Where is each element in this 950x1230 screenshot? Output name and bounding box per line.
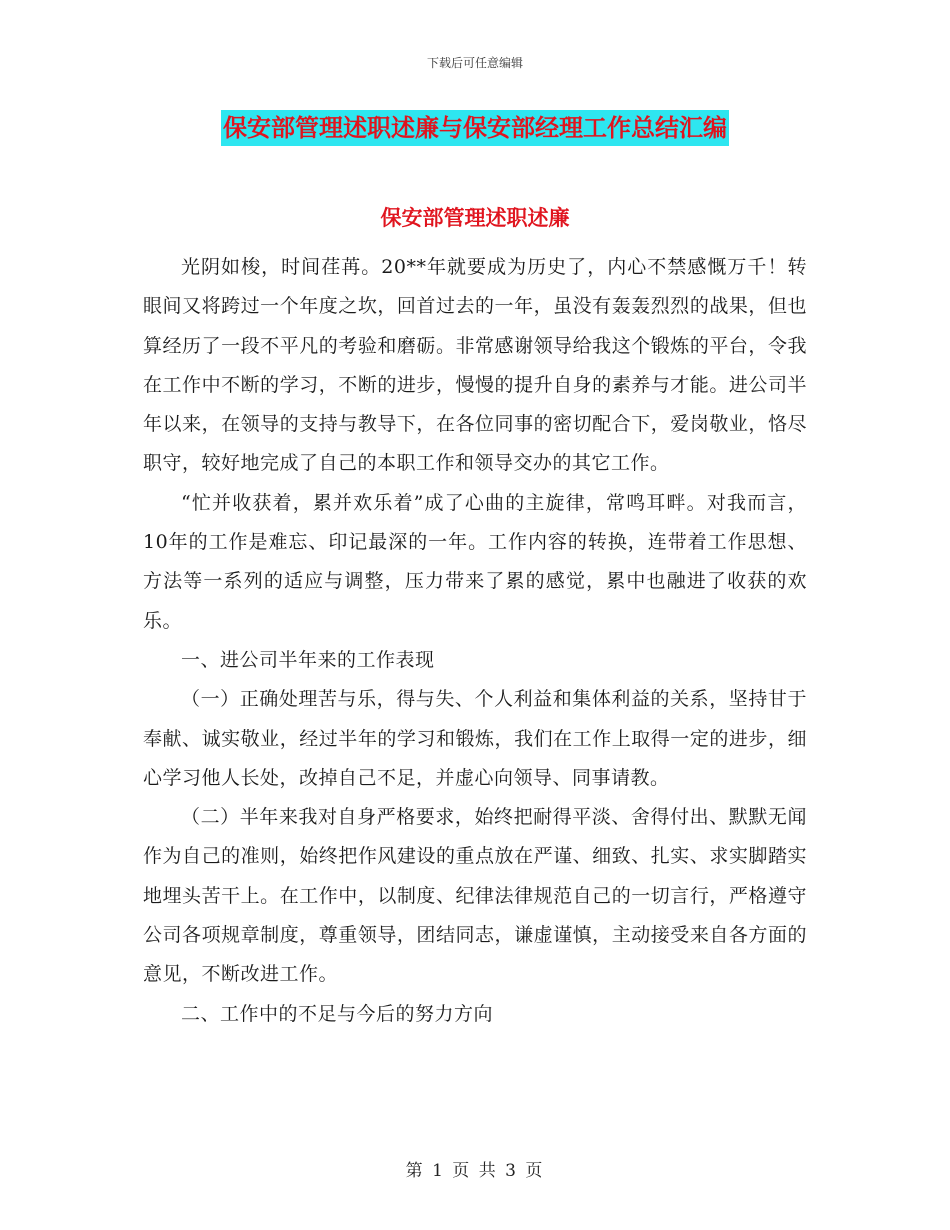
page-footer: 第 1 页 共 3 页 (405, 1161, 545, 1181)
paragraph-2: “忙并收获着，累并欢乐着”成了心曲的主旋律，常鸣耳畔。对我而言，10年的工作是难忘、印记最深的一年。工作内容的转换，连带着工作思想、方法等一系列的适应与调整，压力带来了累的感觉，累中也融进了收获的欢乐。 (143, 491, 807, 632)
heading-2: 二、工作中的不足与今后的努力方向 (181, 1002, 494, 1025)
heading-1: 一、进公司半年来的工作表现 (181, 648, 435, 671)
paragraph-3: （一）正确处理苦与乐，得与失、个人利益和集体利益的关系，坚持甘于奉献、诚实敬业，经过半年的学习和锻炼，我们在工作上取得一定的进步，细心学习他人长处，改掉自己不足，并虚心向领导、同事请教。 (143, 688, 807, 789)
section-title: 保安部管理述职述廉 (380, 206, 570, 230)
header-note: 下载后可任意编辑 (426, 56, 523, 70)
paragraph-1: 光阴如梭，时间荏苒。20**年就要成为历史了，内心不禁感慨万千！转眼间又将跨过一个年度之坎，回首过去的一年，虽没有轰轰烈烈的战果，但也算经历了一段不平凡的考验和磨砺。非常感谢领导给我这个锻炼的平台，令我在工作中不断的学习，不断的进步，慢慢的提升自身的素养与才能。进公司半年以来，在领导的支持与教导下，在各位同事的密切配合下，爱岗敬业，恪尽职守，较好地完成了自己的本职工作和领导交办的其它工作。 (143, 256, 807, 475)
doc-title-container (0, 110, 950, 146)
paragraph-4: （二）半年来我对自身严格要求，始终把耐得平淡、舍得付出、默默无闻作为自己的准则，始终把作风建设的重点放在严谨、细致、扎实、求实脚踏实地埋头苦干上。在工作中，以制度、纪律法律规范自己的一切言行，严格遵守公司各项规章制度，尊重领导，团结同志，谦虚谨慎，主动接受来自各方面的意见，不断改进工作。 (143, 806, 807, 986)
document-body (143, 248, 807, 1034)
doc-title: 保安部管理述职述廉与保安部经理工作总结汇编 (221, 110, 729, 146)
